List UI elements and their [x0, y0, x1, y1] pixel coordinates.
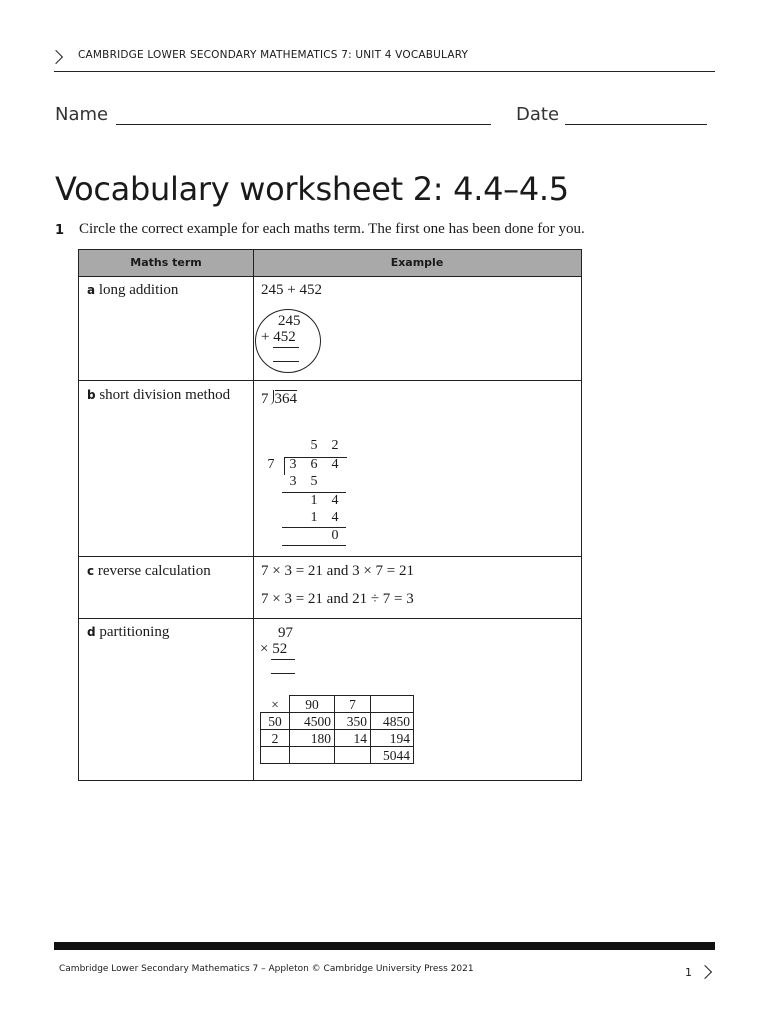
header-example: Example [390, 256, 444, 269]
term-c: c reverse calculation [87, 563, 211, 579]
example-a-inline[interactable]: 245 + 452 [261, 282, 322, 298]
running-header: CAMBRIDGE LOWER SECONDARY MATHEMATICS 7: UNIT 4 VOCABULARY [78, 49, 469, 61]
grid-cell: 2 [261, 730, 290, 747]
header-divider [54, 71, 715, 72]
date-label: Date [516, 104, 560, 125]
table-header-row [79, 250, 581, 277]
example-c-2[interactable]: 7 × 3 = 21 and 21 ÷ 7 = 3 [261, 591, 414, 607]
digit: 4 [331, 510, 339, 525]
subtraction-line [282, 545, 346, 546]
grid-cell: 194 [371, 730, 414, 747]
digit: 0 [331, 528, 339, 543]
row-divider [79, 380, 581, 381]
grid-cell: 180 [290, 730, 335, 747]
column-divider [253, 250, 254, 780]
digit: 1 [310, 493, 318, 508]
grid-cell [290, 747, 335, 764]
grid-cell: 50 [261, 713, 290, 730]
digit: 5 [310, 474, 318, 489]
digit: 6 [310, 457, 318, 472]
grid-cell: 90 [290, 696, 335, 713]
grid-cell [335, 747, 371, 764]
question-text: Circle the correct example for each maths term. The first one has been done for you. [79, 221, 585, 237]
example-a-top: 245 [278, 313, 301, 329]
header-maths-term: Maths term [130, 256, 202, 269]
term-d: d partitioning [87, 624, 170, 640]
sum-line [273, 347, 299, 348]
name-label: Name [55, 104, 109, 125]
next-page-chevron-icon[interactable] [698, 965, 712, 979]
name-field-line[interactable] [116, 124, 491, 125]
digit: 1 [310, 510, 318, 525]
grid-cell: 5044 [371, 747, 414, 764]
footer-bar [54, 942, 715, 950]
example-c-1[interactable]: 7 × 3 = 21 and 3 × 7 = 21 [261, 563, 414, 579]
row-divider [79, 618, 581, 619]
grid-cell [261, 747, 290, 764]
term-b: b short division method [87, 387, 231, 403]
question-number: 1 [55, 223, 65, 238]
example-a-bottom: + 452 [261, 329, 296, 345]
partition-grid[interactable] [260, 695, 414, 764]
division-bracket [284, 457, 285, 475]
worksheet-title: Vocabulary worksheet 2: 4.4–4.5 [55, 170, 569, 208]
grid-cell: 4850 [371, 713, 414, 730]
digit: 2 [331, 438, 339, 453]
term-a: a long addition [87, 282, 179, 298]
row-divider [79, 556, 581, 557]
digit: 3 [289, 474, 297, 489]
product-line [271, 673, 295, 674]
digit: 4 [331, 493, 339, 508]
example-b-inline[interactable]: 7 364 [261, 391, 297, 407]
digit: 4 [331, 457, 339, 472]
grid-cell: 350 [335, 713, 371, 730]
digit: 3 [289, 457, 297, 472]
grid-cell: 4500 [290, 713, 335, 730]
grid-cell [371, 696, 414, 713]
date-field-line[interactable] [565, 124, 707, 125]
footer-copyright: Cambridge Lower Secondary Mathematics 7 – Appleton © Cambridge University Press 2021 [59, 964, 474, 974]
vocabulary-table [78, 249, 582, 781]
sum-line [273, 361, 299, 362]
example-d-bottom[interactable]: × 52 [260, 641, 288, 657]
digit: 5 [310, 438, 318, 453]
chevron-right-icon [49, 50, 63, 64]
digit: 7 [267, 457, 275, 472]
grid-cell: 14 [335, 730, 371, 747]
grid-cell: 7 [335, 696, 371, 713]
grid-cell: × [261, 696, 290, 713]
page-number: 1 [685, 966, 692, 979]
example-d-top[interactable]: 97 [278, 625, 293, 641]
product-line [271, 659, 295, 660]
